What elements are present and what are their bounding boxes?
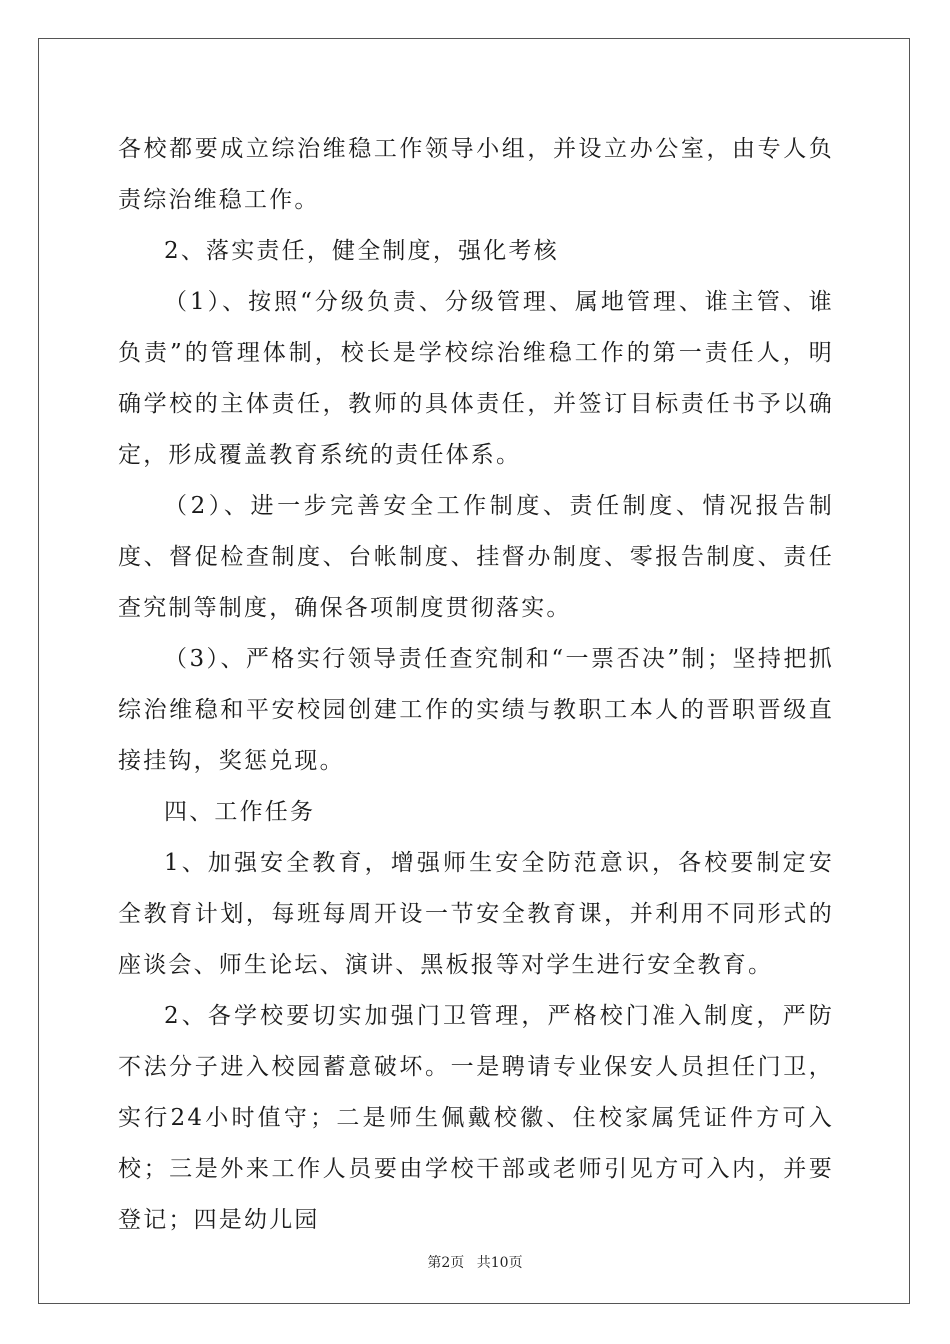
paragraph-4: （2）、进一步完善安全工作制度、责任制度、情况报告制度、督促检查制度、台帐制度、挂督办制度、零报告制度、责任查究制等制度，确保各项制度贯彻落实。 xyxy=(118,493,834,621)
paragraph-2-heading: 2、落实责任，健全制度，强化考核 xyxy=(164,238,559,264)
paragraph-7: 1、加强安全教育，增强师生安全防范意识，各校要制定安全教育计划，每班每周开设一节安全教育课，并利用不同形式的座谈会、师生论坛、演讲、黑板报等对学生进行安全教育。 xyxy=(118,850,834,978)
document-body xyxy=(118,124,834,1246)
page-total: 共10页 xyxy=(476,1255,523,1271)
page-number: 第2页 xyxy=(427,1255,465,1271)
paragraph-1: 各校都要成立综治维稳工作领导小组，并设立办公室，由专人负责综治维稳工作。 xyxy=(118,136,834,213)
paragraph-3: （1）、按照“分级负责、分级管理、属地管理、谁主管、谁负责”的管理体制，校长是学校综治维稳工作的第一责任人，明确学校的主体责任，教师的具体责任，并签订目标责任书予以确定，形成覆盖教育系统的责任体系。 xyxy=(118,289,834,468)
page-footer xyxy=(0,1252,950,1272)
paragraph-8: 2、各学校要切实加强门卫管理，严格校门准入制度，严防不法分子进入校园蓄意破坏。一是聘请专业保安人员担任门卫，实行24小时值守；二是师生佩戴校徽、住校家属凭证件方可入校；三是外来工作人员要由学校干部或老师引见方可入内，并要登记；四是幼儿园 xyxy=(118,1003,834,1233)
paragraph-5: （3）、严格实行领导责任查究制和“一票否决”制；坚持把抓综治维稳和平安校园创建工作的实绩与教职工本人的晋职晋级直接挂钩，奖惩兑现。 xyxy=(118,646,834,774)
section-heading-work-tasks: 四、工作任务 xyxy=(164,799,316,825)
